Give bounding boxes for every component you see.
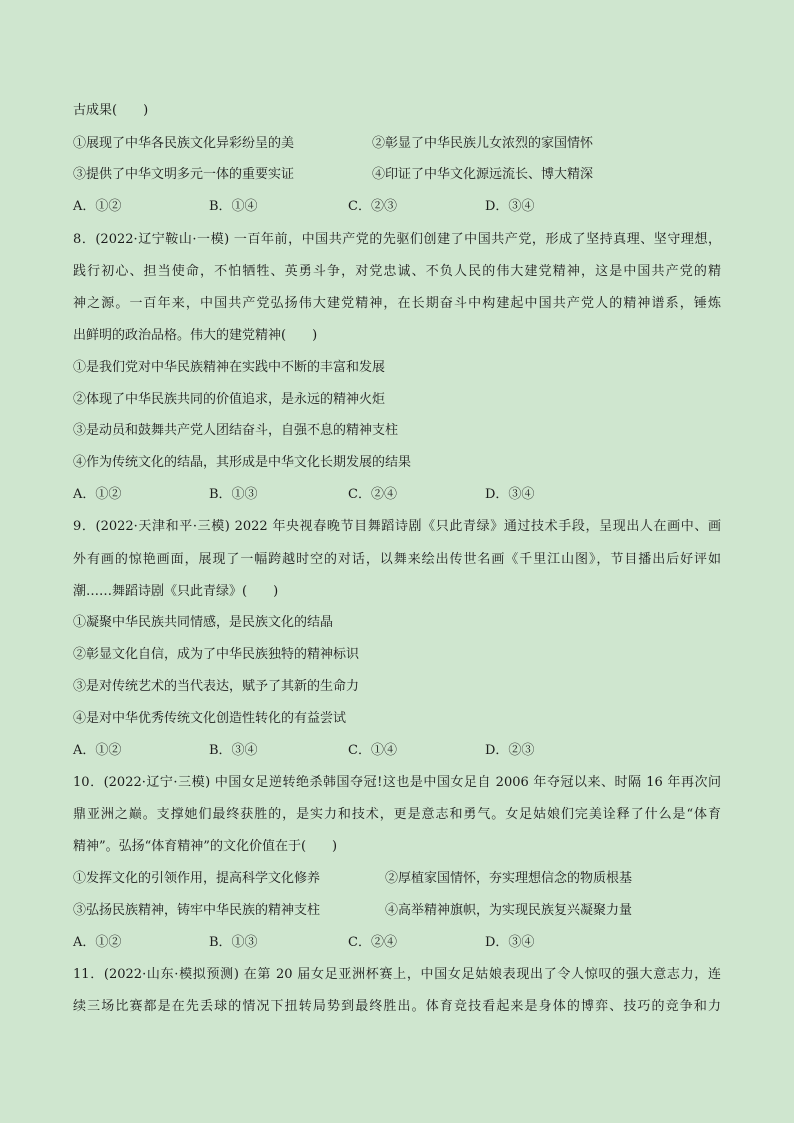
q9-stem-line: 9．(2022·天津和平·三模) 2022 年央视春晚节目舞蹈诗剧《只此青绿》通过技术手段，呈现出人在画中、画 <box>73 519 721 534</box>
q10-option-2: ②厚植家国情怀，夯实理想信念的物质根基 <box>385 871 633 886</box>
q10-option-3: ③弘扬民族精神，铸牢中华民族的精神支柱 <box>73 903 321 918</box>
q9-stem-line: 外有画的惊艳画面，展现了一幅跨越时空的对话，以舞来绘出传世名画《千里江山图》，节目播出后好评如 <box>73 552 721 567</box>
q8-stem-line: 神之源。一百年来，中国共产党弘扬伟大建党精神，在长期奋斗中构建起中国共产党人的精神谱系，锤炼 <box>73 296 721 311</box>
q8-option-3: ③是动员和鼓舞共产党人团结奋斗，自强不息的精神支柱 <box>73 423 399 438</box>
q8-option-1: ①是我们党对中华民族精神在实践中不断的丰富和发展 <box>73 360 386 375</box>
q8-stem-line: 8．(2022·辽宁鞍山·一模) 一百年前，中国共产党的先驱们创建了中国共产党，形成了坚持真理、坚守理想， <box>73 232 721 247</box>
q8-option-2: ②体现了中华民族共同的价值追求，是永远的精神火炬 <box>73 392 386 407</box>
q8-answer-b: B．①③ <box>209 487 258 502</box>
q9-option-3: ③是对传统艺术的当代表达，赋予了其新的生命力 <box>73 679 360 694</box>
q9-answer-a: A．①② <box>73 743 122 758</box>
q9-option-1: ①凝聚中华民族共同情感，是民族文化的结晶 <box>73 615 334 630</box>
q7-option-4: ④印证了中华文化源远流长、博大精深 <box>372 167 594 182</box>
q10-answer-c: C．②④ <box>348 935 397 950</box>
q8-option-4: ④作为传统文化的结晶，其形成是中华文化长期发展的结果 <box>73 455 412 470</box>
q9-option-4: ④是对中华优秀传统文化创造性转化的有益尝试 <box>73 711 347 726</box>
q10-stem-line: 精神”。弘扬“体育精神”的文化价值在于( ) <box>73 839 338 854</box>
q7-answer-a: A．①② <box>73 199 122 214</box>
q10-answer-d: D．③④ <box>485 935 535 950</box>
q10-answer-b: B．①③ <box>209 935 258 950</box>
q10-stem-line: 鼎亚洲之巅。支撑她们最终获胜的，是实力和技术，更是意志和勇气。女足姑娘们完美诠释了什么是“体育 <box>73 807 721 822</box>
q8-stem-line: 出鲜明的政治品格。伟大的建党精神( ) <box>73 328 318 343</box>
q9-answer-c: C．①④ <box>348 743 397 758</box>
q8-answer-a: A．①② <box>73 487 122 502</box>
q9-option-2: ②彰显文化自信，成为了中华民族独特的精神标识 <box>73 647 360 662</box>
q7-answer-d: D．③④ <box>485 199 535 214</box>
q7-option-1: ①展现了中华各民族文化异彩纷呈的美 <box>73 136 295 151</box>
q7-option-3: ③提供了中华文明多元一体的重要实证 <box>73 167 295 182</box>
q11-stem-line: 续三场比赛都是在先丢球的情况下扭转局势到最终胜出。体育竞技看起来是身体的博弈、技巧的竞争和力 <box>73 999 721 1014</box>
question-7-stem-tail: 古成果( ) <box>73 103 149 118</box>
q7-answer-c: C．②③ <box>348 199 397 214</box>
q10-answer-a: A．①② <box>73 935 122 950</box>
q7-option-2: ②彰显了中华民族儿女浓烈的家国情怀 <box>372 136 594 151</box>
q10-option-1: ①发挥文化的引领作用，提高科学文化修养 <box>73 871 321 886</box>
q9-answer-d: D．②③ <box>485 743 535 758</box>
q9-stem-line: 潮……舞蹈诗剧《只此青绿》( ) <box>73 584 279 599</box>
q8-answer-c: C．②④ <box>348 487 397 502</box>
q8-stem-line: 践行初心、担当使命，不怕牺牲、英勇斗争，对党忠诚、不负人民的伟大建党精神，这是中国共产党的精 <box>73 264 721 279</box>
q9-answer-b: B．③④ <box>209 743 258 758</box>
q10-stem-line: 10．(2022·辽宁·三模) 中国女足逆转绝杀韩国夺冠!这也是中国女足自 2006 年夺冠以来、时隔 16 年再次问 <box>73 775 721 790</box>
q8-answer-d: D．③④ <box>485 487 535 502</box>
q7-answer-b: B．①④ <box>209 199 258 214</box>
q11-stem-line: 11．(2022·山东·模拟预测) 在第 20 届女足亚洲杯赛上，中国女足姑娘表现出了令人惊叹的强大意志力，连 <box>73 967 721 982</box>
q10-option-4: ④高举精神旗帜，为实现民族复兴凝聚力量 <box>385 903 633 918</box>
